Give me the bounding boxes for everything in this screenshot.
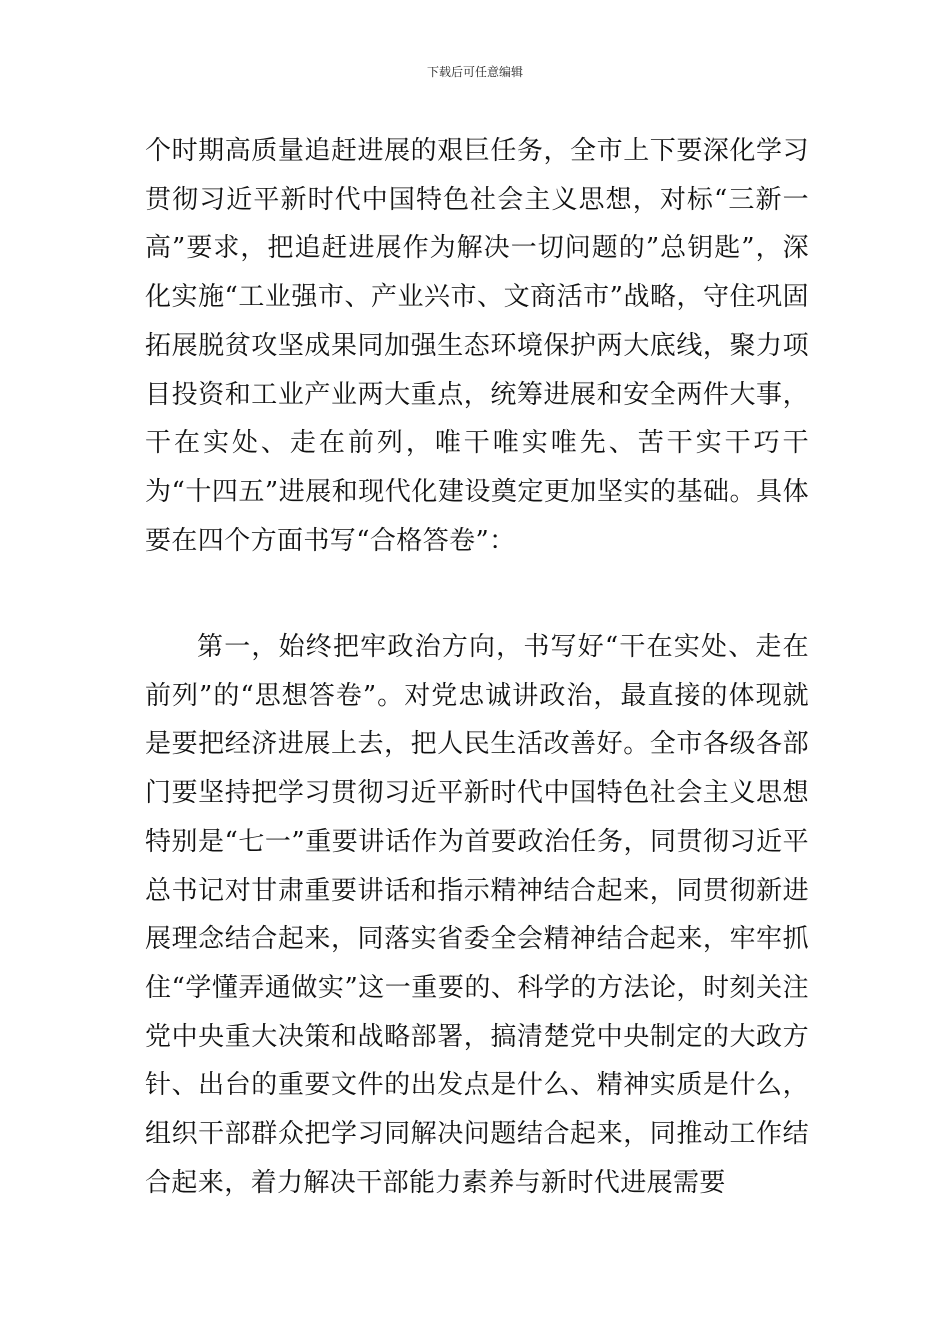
body-paragraph-2: 第一，始终把牢政治方向，书写好“干在实处、走在前列”的“思想答卷”。对党忠诚讲政治，最直接的体现就是要把经济进展上去，把人民生活改善好。全市各级各部门要坚持把学习贯彻习近平新时代中国特色社会主义思想特别是“七一”重要讲话作为首要政治任务，同贯彻习近平总书记对甘肃重要讲话和指示精神结合起来，同贯彻新进展理念结合起来，同落实省委全会精神结合起来，牢牢抓住“学懂弄通做实”这一重要的、科学的方法论，时刻关注党中央重大决策和战略部署，搞清楚党中央制定的大政方针、出台的重要文件的出发点是什么、精神实质是什么，组织干部群众把学习同解决问题结合起来，同推动工作结合起来，着力解决干部能力素养与新时代进展需要 — [145, 632, 809, 1198]
body-paragraph-1: 个时期高质量追赶进展的艰巨任务，全市上下要深化学习贯彻习近平新时代中国特色社会主义思想，对标“三新一高”要求，把追赶进展作为解决一切问题的”总钥匙”，深化实施“工业强市、产业兴市、文商活市”战略，守住巩固拓展脱贫攻坚成果同加强生态环境保护两大底线，聚力项目投资和工业产业两大重点，统筹进展和安全两件大事，干在实处、走在前列，唯干唯实唯先、苦干实干巧干为“十四五”进展和现代化建设奠定更加坚实的基础。具体要在四个方面书写“合格答卷”： — [145, 136, 809, 556]
page-header-note: 下载后可任意编辑 — [426, 65, 523, 79]
